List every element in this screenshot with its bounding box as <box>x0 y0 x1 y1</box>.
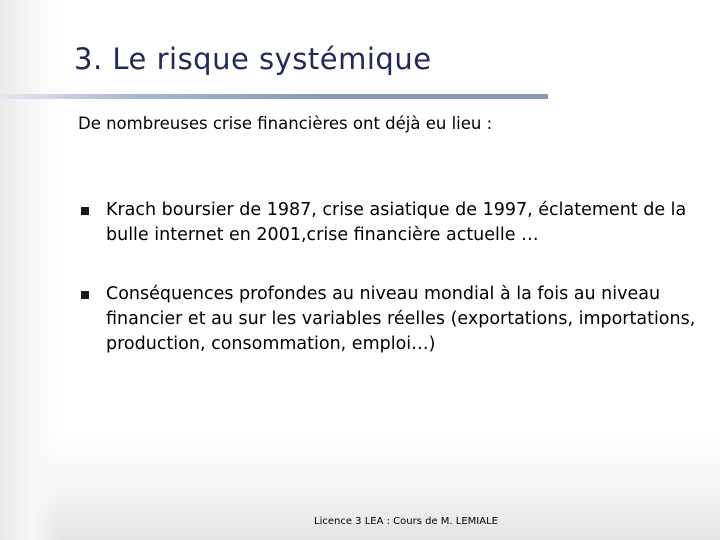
left-edge-shading <box>0 0 60 540</box>
bullet-item <box>76 282 696 357</box>
bullet-text: Krach boursier de 1987, crise asiatique de 1997, éclatement de la bulle internet en 2001,crise financière actuelle … <box>106 200 687 245</box>
title-underline-rule <box>0 94 548 99</box>
slide-title: 3. Le risque systémique <box>74 42 432 76</box>
bullet-list <box>76 198 696 391</box>
square-bullet-icon <box>81 291 89 299</box>
square-bullet-icon <box>81 207 89 215</box>
bullet-text: Conséquences profondes au niveau mondial à la fois au niveau financier et au sur les variables réelles (exportations, importations, production, consommation, emploi…) <box>106 284 696 354</box>
intro-text: De nombreuses crise financières ont déjà eu lieu : <box>78 114 493 133</box>
slide-footer: Licence 3 LEA : Cours de M. LEMIALE <box>314 516 498 527</box>
bullet-item <box>76 198 696 248</box>
